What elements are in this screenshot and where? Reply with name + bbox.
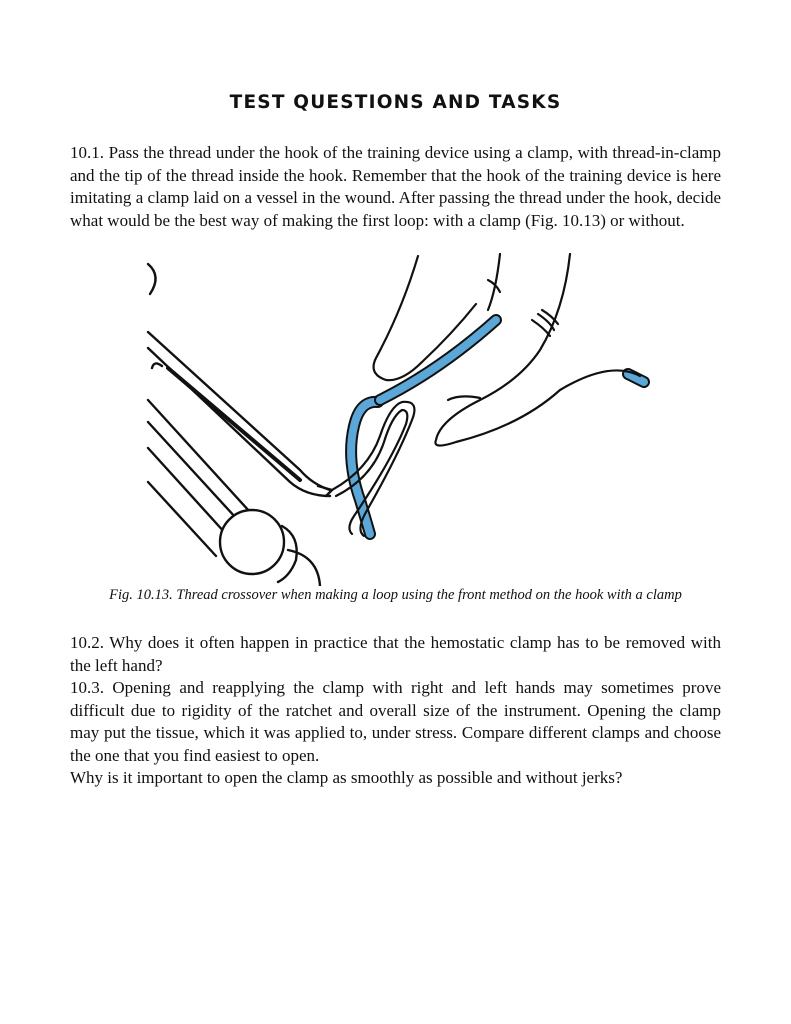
loop-outer	[332, 402, 414, 536]
task-10-3: 10.3. Opening and reapplying the clamp with right and left hands may sometimes prove difficult due to rigidity of the ratchet and overall size of the instrument. Opening the clamp may put the tissue, which it was applied to, under stress. Compare different clamps and choose the one that you find easiest to open.	[70, 678, 721, 765]
clamp-handle-2	[148, 422, 236, 518]
task-10-1: 10.1. Pass the thread under the hook of the training device using a clamp, with thread-in-clamp and the tip of the thread inside the hook. Remember that the hook of the training device is here imitating a clamp laid on a vessel in the wound. After passing the thread under the hook, decide what would be the best way of making the first loop: with a clamp (Fig. 10.13) or without.	[70, 143, 721, 230]
clamp-handle-4	[148, 482, 216, 556]
clamp-jaw-upper	[148, 332, 330, 490]
task-10-3-followup: Why is it important to open the clamp as smoothly as possible and without jerks?	[70, 768, 623, 787]
page-title: TEST QUESTIONS AND TASKS	[229, 92, 562, 113]
clamp-handle-3	[148, 448, 226, 534]
task-10-2: 10.2. Why does it often happen in practice that the hemostatic clamp has to be removed with the left hand?	[70, 633, 721, 675]
figure-thread-crossover-illustration	[140, 250, 650, 586]
ring-fragment	[148, 264, 156, 294]
finger-index	[374, 256, 476, 380]
clamp-jaw-inner	[168, 368, 300, 480]
hook-device-knob	[220, 510, 284, 574]
figure-caption: Fig. 10.13. Thread crossover when making a loop using the front method on the hook with a clamp	[109, 587, 682, 603]
clamp-handle-1	[148, 400, 250, 512]
